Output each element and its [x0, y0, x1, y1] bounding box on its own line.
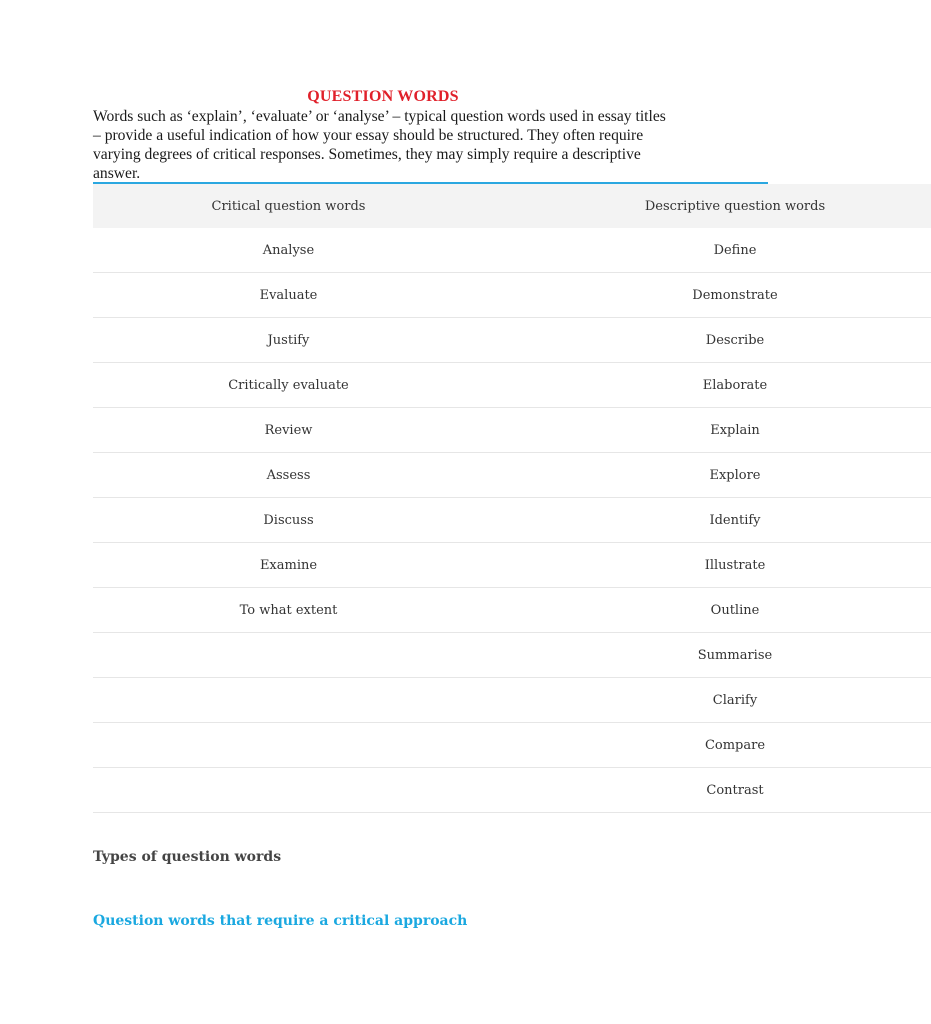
- descriptive-word-cell: [484, 768, 931, 813]
- descriptive-word-cell: [484, 543, 931, 588]
- descriptive-word: Identify: [709, 512, 761, 528]
- descriptive-word: Outline: [710, 602, 760, 618]
- table-row: [93, 678, 931, 723]
- header-critical: Critical question words: [93, 184, 484, 228]
- descriptive-word-cell: [484, 453, 931, 498]
- descriptive-word-cell: [484, 498, 931, 543]
- critical-word-cell: Examine: [93, 543, 484, 588]
- descriptive-word: Illustrate: [704, 557, 766, 573]
- descriptive-word-cell: [484, 723, 931, 768]
- descriptive-word: Describe: [705, 332, 765, 348]
- table-row: [93, 408, 931, 453]
- table-row: [93, 543, 931, 588]
- descriptive-word: Summarise: [697, 647, 773, 663]
- descriptive-word: Clarify: [712, 692, 758, 708]
- descriptive-word: Define: [713, 242, 757, 258]
- critical-word-cell: Review: [93, 408, 484, 453]
- header-descriptive: [484, 184, 931, 228]
- critical-word-cell: To what extent: [93, 588, 484, 633]
- header-descriptive-label: Descriptive question words: [644, 198, 826, 214]
- table-row: [93, 363, 931, 408]
- table-row: [93, 318, 931, 363]
- descriptive-word: Demonstrate: [692, 287, 778, 303]
- descriptive-word-cell: [484, 588, 931, 633]
- table-row: [93, 453, 931, 498]
- question-words-table: [93, 184, 931, 813]
- descriptive-word-cell: [484, 678, 931, 723]
- descriptive-word: Explore: [709, 467, 761, 483]
- critical-word-cell: [93, 678, 484, 723]
- critical-word-cell: [93, 633, 484, 678]
- table-header-row: [93, 184, 931, 228]
- intro-paragraph: Words such as ‘explain’, ‘evaluate’ or ‘analyse’ – typical question words used in essay titles – provide a useful indication of how your essay should be structured. They often require varying degrees of critical responses. Sometimes, they may simply require a descriptive answer.: [93, 108, 666, 182]
- critical-word-cell: [93, 723, 484, 768]
- table-row: [93, 273, 931, 318]
- descriptive-word-cell: [484, 363, 931, 408]
- critical-word-cell: Analyse: [93, 228, 484, 273]
- descriptive-word: Compare: [704, 737, 766, 753]
- critical-word-cell: Critically evaluate: [93, 363, 484, 408]
- descriptive-word-cell: [484, 318, 931, 363]
- critical-word-cell: Justify: [93, 318, 484, 363]
- section-heading: Types of question words: [93, 849, 282, 865]
- descriptive-word-cell: [484, 228, 931, 273]
- critical-word-cell: [93, 768, 484, 813]
- table-row: [93, 588, 931, 633]
- descriptive-word: Contrast: [706, 782, 764, 798]
- table-row: [93, 228, 931, 273]
- table-row: [93, 768, 931, 813]
- critical-word-cell: Assess: [93, 453, 484, 498]
- descriptive-word-cell: [484, 273, 931, 318]
- table-row: [93, 633, 931, 678]
- table-row: [93, 723, 931, 768]
- critical-word-cell: Discuss: [93, 498, 484, 543]
- sub-heading: Question words that require a critical approach: [93, 913, 468, 929]
- descriptive-word-cell: [484, 633, 931, 678]
- table-row: [93, 498, 931, 543]
- descriptive-word: Elaborate: [702, 377, 768, 393]
- descriptive-word-cell: [484, 408, 931, 453]
- critical-word-cell: Evaluate: [93, 273, 484, 318]
- page-title: QUESTION WORDS: [307, 88, 459, 105]
- descriptive-word: Explain: [710, 422, 760, 438]
